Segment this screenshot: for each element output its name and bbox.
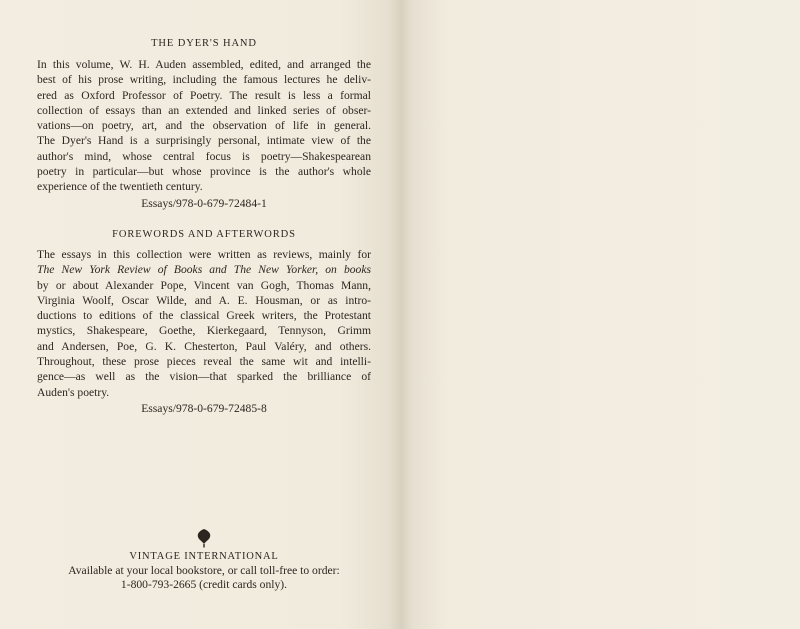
body-line: collection of essays than an extended and linked series of obser- — [37, 103, 371, 117]
body-line: vations—on poetry, art, and the observation of life in general. — [37, 119, 371, 133]
body-line: The Dyer's Hand is a surprisingly personal, intimate view of the — [37, 134, 371, 148]
body-line: In this volume, W. H. Auden assembled, edited, and arranged the — [37, 58, 371, 71]
publisher-name: VINTAGE INTERNATIONAL — [129, 551, 279, 562]
body-line: gence—as well as the vision—that sparked the brilliance of — [37, 370, 371, 384]
body-line: ered as Oxford Professor of Poetry. The result is less a formal — [37, 88, 371, 102]
order-line: Available at your local bookstore, or call toll-free to order: — [68, 564, 340, 577]
body-line: The New York Review of Books and The New Yorker, on books — [37, 263, 371, 277]
body-line: author's mind, whose central focus is poetry—Shakespearean — [37, 149, 371, 163]
body-line: Throughout, these prose pieces reveal the same wit and intelli- — [37, 355, 371, 369]
body-line: mystics, Shakespeare, Goethe, Kierkegaard, Tennyson, Grimm — [37, 324, 371, 338]
body-line: by or about Alexander Pope, Vincent van Gogh, Thomas Mann, — [37, 278, 371, 292]
body-line: experience of the twentieth century. — [37, 180, 203, 194]
publisher-footer — [37, 528, 371, 592]
section-body-dyers-hand — [37, 57, 371, 211]
body-line: The essays in this collection were written as reviews, mainly for — [37, 248, 371, 261]
section-body-forewords — [37, 247, 371, 416]
vintage-logo-icon — [196, 528, 212, 548]
body-line: best of his prose writing, including the famous lectures he deliv- — [37, 73, 371, 87]
section-heading-dyers-hand: THE DYER'S HAND — [151, 38, 257, 49]
body-line: Auden's poetry. — [37, 385, 110, 399]
body-line: Virginia Woolf, Oscar Wilde, and A. E. Housman, or as intro- — [37, 293, 371, 307]
body-line: and Andersen, Poe, G. K. Chesterton, Paul Valéry, and others. — [37, 339, 371, 353]
section-heading-forewords: FOREWORDS AND AFTERWORDS — [112, 229, 296, 240]
body-line: poetry in particular—but whose province is the author's whole — [37, 165, 371, 179]
right-page-blank — [401, 0, 800, 629]
body-line: ductions to editions of the classical Greek writers, the Protestant — [37, 309, 371, 323]
isbn-label: Essays/978-0-679-72485-8 — [141, 401, 267, 415]
isbn-label: Essays/978-0-679-72484-1 — [141, 196, 267, 210]
phone-line: 1-800-793-2665 (credit cards only). — [120, 578, 288, 591]
